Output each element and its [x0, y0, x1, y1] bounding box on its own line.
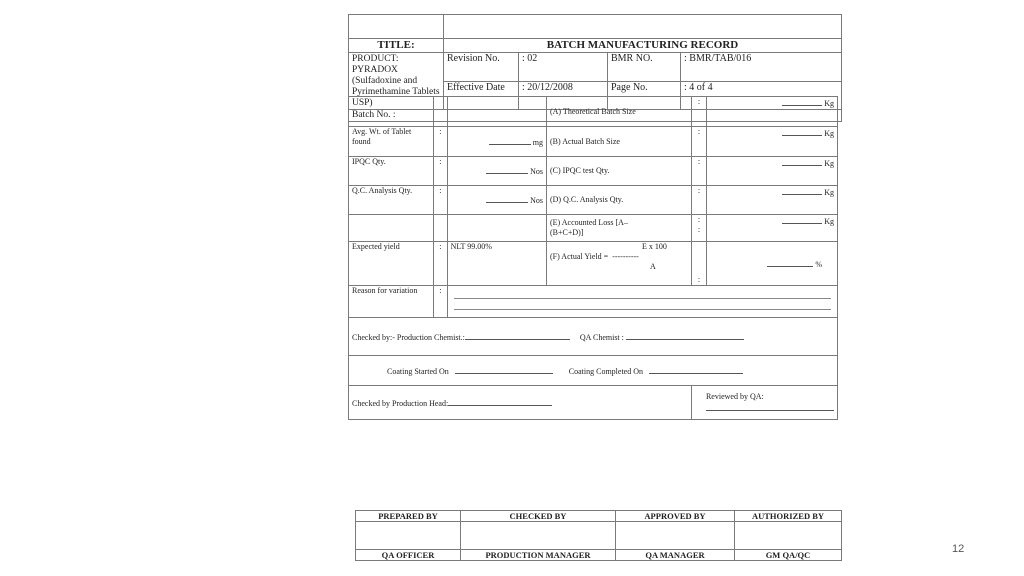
- qc-analysis-qty-field[interactable]: Kg: [707, 186, 838, 215]
- page-value: : 4 of 4: [681, 81, 842, 110]
- document-title: BATCH MANUFACTURING RECORD: [444, 39, 842, 53]
- qa-review-cell: Reviewed by QA:: [691, 386, 837, 420]
- ipqc-qty-field[interactable]: Nos: [447, 157, 546, 186]
- signoff-header-checked: CHECKED BY: [461, 511, 616, 522]
- yield-table: (A) Theoretical Batch Size : Kg Avg. Wt. of Tablet found : mg (B) Actual Batch Size : Kg IPQC Qty. : Nos (C) IPQC test Qty. : Kg Q.C. Analysis Qty. : Nos (D) Q.C. Analysis Qty. : Kg (E) Accounted Loss [A– (B+C+D)] : : Kg Expected yield : NLT 99.00% E x 100 (F) Actual Yield = ---------- A : % Reason for variation : Checked by:- Production Chemist.: QA Chemist : Coating Started On Coating Completed On Checked by Production Head: Reviewed by QA:: [348, 96, 838, 420]
- qa-review-signature[interactable]: [706, 402, 834, 411]
- actual-batch-size-label: (B) Actual Batch Size: [546, 127, 691, 157]
- coating-completed-field[interactable]: [649, 365, 743, 374]
- page-label: Page No.: [608, 81, 681, 110]
- reason-field[interactable]: [447, 286, 837, 318]
- actual-yield-formula: E x 100 (F) Actual Yield = ---------- A: [546, 242, 691, 286]
- accounted-loss-label: (E) Accounted Loss [A– (B+C+D)]: [546, 215, 691, 242]
- expected-yield-label: Expected yield: [349, 242, 434, 286]
- signoff-header-approved: APPROVED BY: [616, 511, 735, 522]
- production-chemist-signature[interactable]: [465, 331, 570, 340]
- header-empty-cell: [444, 15, 842, 39]
- signoff-header-prepared: PREPARED BY: [356, 511, 461, 522]
- effective-label: Effective Date: [444, 81, 519, 110]
- ipqc-test-qty-label: (C) IPQC test Qty.: [546, 157, 691, 186]
- ipqc-test-qty-field[interactable]: Kg: [707, 157, 838, 186]
- signoff-role-qa-officer: QA OFFICER: [356, 550, 461, 561]
- avg-wt-label-1: Avg. Wt. of Tablet: [352, 127, 412, 136]
- batch-no-label: Batch No. :: [349, 110, 842, 122]
- theoretical-batch-size-field[interactable]: Kg: [707, 97, 838, 127]
- product-generic-1: (Sulfadoxine and: [352, 76, 418, 86]
- revision-value: : 02: [519, 53, 608, 82]
- checked-by-chemist-row: Checked by:- Production Chemist.: QA Chemist :: [349, 318, 838, 356]
- slide-number: 12: [952, 543, 965, 555]
- avg-wt-field[interactable]: mg: [447, 127, 546, 157]
- bmr-value: : BMR/TAB/016: [681, 53, 842, 82]
- header-logo-cell: [349, 15, 444, 39]
- product-generic-2: Pyrimethamine Tablets USP): [352, 87, 440, 108]
- signoff-signature-approved[interactable]: [616, 522, 735, 550]
- signoff-role-gm-qaqc: GM QA/QC: [735, 550, 842, 561]
- coating-started-field[interactable]: [455, 365, 553, 374]
- signoff-role-production-manager: PRODUCTION MANAGER: [461, 550, 616, 561]
- signoff-table: [355, 510, 842, 561]
- actual-yield-field[interactable]: %: [707, 242, 838, 286]
- qc-qty-label: Q.C. Analysis Qty.: [349, 186, 434, 215]
- coating-row: Coating Started On Coating Completed On: [349, 356, 838, 386]
- signoff-signature-prepared[interactable]: [356, 522, 461, 550]
- bmr-label: BMR NO.: [608, 53, 681, 82]
- accounted-loss-field[interactable]: Kg: [707, 215, 838, 242]
- avg-wt-label-2: found: [352, 137, 371, 146]
- signoff-signature-authorized[interactable]: [735, 522, 842, 550]
- signoff-header-authorized: AUTHORIZED BY: [735, 511, 842, 522]
- signoff-role-qa-manager: QA MANAGER: [616, 550, 735, 561]
- product-name: PRODUCT: PYRADOX: [352, 54, 399, 75]
- theoretical-batch-size-label: (A) Theoretical Batch Size: [546, 97, 691, 127]
- expected-yield-value: NLT 99.00%: [447, 242, 546, 286]
- ipqc-qty-label: IPQC Qty.: [349, 157, 434, 186]
- qc-qty-field[interactable]: Nos: [447, 186, 546, 215]
- revision-label: Revision No.: [444, 53, 519, 82]
- production-head-signature[interactable]: [448, 397, 552, 406]
- reason-label: Reason for variation: [349, 286, 434, 318]
- qc-analysis-qty-label: (D) Q.C. Analysis Qty.: [546, 186, 691, 215]
- actual-batch-size-field[interactable]: Kg: [707, 127, 838, 157]
- signoff-signature-checked[interactable]: [461, 522, 616, 550]
- production-head-cell: Checked by Production Head:: [349, 386, 692, 420]
- title-label: TITLE:: [349, 39, 444, 53]
- effective-value: : 20/12/2008: [519, 81, 608, 110]
- qa-chemist-signature[interactable]: [626, 331, 744, 340]
